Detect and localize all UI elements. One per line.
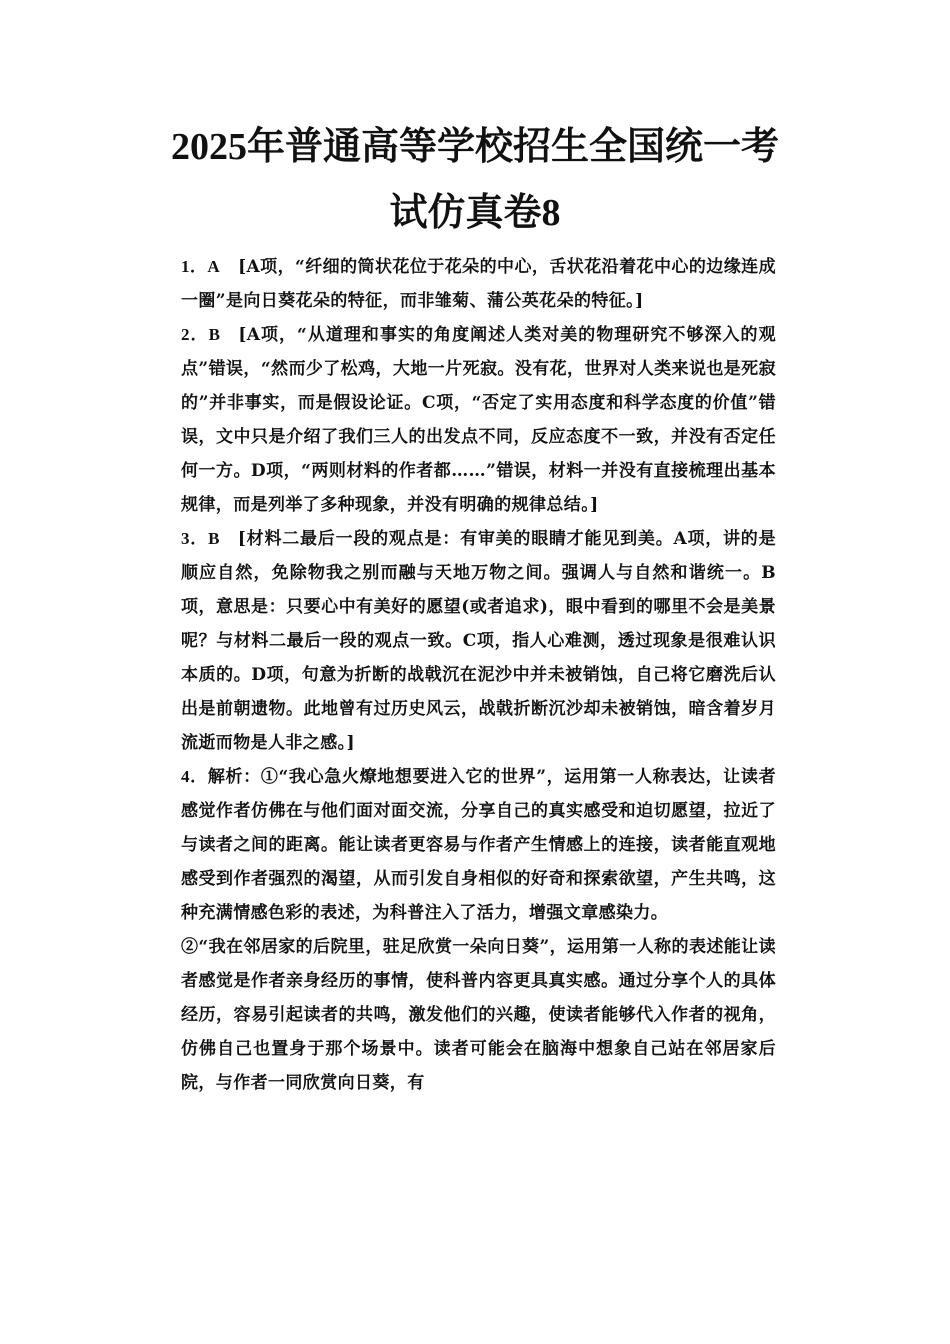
answer-choice: B <box>208 325 221 344</box>
analysis-label: 解析： <box>207 767 261 787</box>
answer-explanation: [材料二最后一段的观点是：有审美的眼睛才能见到美。A项，讲的是顺应自然，免除物我之别而融与天地万物之间。强调人与自然和谐统一。B项，意思是：只要心中有美好的愿望(或者追求)，眼中看到的哪里不会是美景呢？与材料二最后一段的观点一致。C项，指人心难测，透过现象是很难认识本质的。D项，句意为折断的战戟沉在泥沙中并未被销蚀，自己将它磨洗后认出是前朝遗物。此地曾有过历史风云，战戟折断沉沙却未被销蚀，暗含着岁月流逝而物是人非之感。] <box>181 529 776 753</box>
page-title-line-2: 试仿真卷8 <box>389 192 561 234</box>
analysis-point-1: ①“我心急火燎地想要进入它的世界”，运用第一人称表达，让读者感觉作者仿佛在与他们面对面交流，分享自己的真实感受和迫切愿望，拉近了与读者之间的距离。能让读者更容易与作者产生情感上的连接，读者能直观地感受到作者强烈的渴望，从而引发自身相似的好奇和探索欲望，产生共鸣，这种充满情感色彩的表述，为科普注入了活力，增强文章感染力。 <box>181 767 776 923</box>
analysis-number: 4． <box>181 767 208 786</box>
answer-item-2 <box>181 318 776 522</box>
answer-content <box>181 250 776 1100</box>
answer-choice: B <box>208 529 220 548</box>
analysis-item-4 <box>181 760 776 930</box>
analysis-point-2: ②“我在邻居家的后院里，驻足欣赏一朵向日葵”，运用第一人称的表述能让读者感觉是作者亲身经历的事情，使科普内容更具真实感。通过分享个人的具体经历，容易引起读者的共鸣，激发他们的兴趣，使读者能够代入作者的视角，仿佛自己也置身于那个场景中。读者可能会在脑海中想象自己站在邻居家后院，与作者一同欣赏向日葵，有 <box>181 937 776 1093</box>
page-title-line-1: 2025年普通高等学校招生全国统一考 <box>170 126 779 168</box>
answer-number: 2． <box>181 325 209 344</box>
answer-item-1 <box>181 250 776 318</box>
answer-choice: A <box>207 257 221 276</box>
answer-number: 1． <box>181 257 208 276</box>
answer-explanation: [A项，“从道理和事实的角度阐述人类对美的物理研究不够深入的观点”错误，“然而少了松鸡，大地一片死寂。没有花，世界对人类来说也是死寂的”并非事实，而是假设论证。C项，“否定了实用态度和科学态度的价值”错误，文中只是介绍了我们三人的出发点不同，反应态度不一致，并没有否定任何一方。D项，“两则材料的作者都……”错误，材料一并没有直接梳理出基本规律，而是列举了多种现象，并没有明确的规律总结。] <box>181 325 776 515</box>
answer-item-3 <box>181 522 776 760</box>
answer-number: 3． <box>181 529 209 548</box>
answer-explanation: [A项，“纤细的筒状花位于花朵的中心，舌状花沿着花中心的边缘连成一圈”是向日葵花朵的特征，而非雏菊、蒲公英花朵的特征。] <box>181 257 776 311</box>
